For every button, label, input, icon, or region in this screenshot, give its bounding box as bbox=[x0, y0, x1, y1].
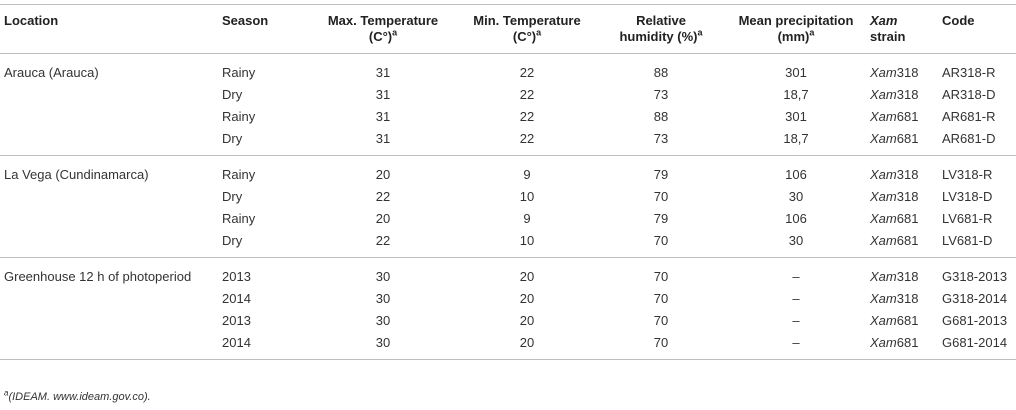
header-mean-precipitation: Mean precipitation (mm)$^a$ bbox=[738, 13, 854, 44]
cell-season: Dry bbox=[222, 87, 243, 102]
cell-max-temp: 22 bbox=[375, 233, 391, 248]
cell-strain: Xam318 bbox=[870, 269, 919, 284]
cell-max-temp: 31 bbox=[375, 109, 391, 124]
cell-code: G318-2013 bbox=[942, 269, 1008, 284]
table-row bbox=[0, 186, 1016, 208]
cell-max-temp: 31 bbox=[375, 65, 391, 80]
cell-precipitation: 18,7 bbox=[783, 131, 809, 146]
cell-code: G681-2013 bbox=[942, 313, 1008, 328]
cell-code: LV318-R bbox=[942, 167, 993, 182]
cell-precipitation: 18,7 bbox=[783, 87, 809, 102]
cell-location: Arauca (Arauca) bbox=[4, 65, 99, 80]
cell-strain: Xam318 bbox=[870, 65, 919, 80]
cell-season: Rainy bbox=[222, 65, 256, 80]
cell-location bbox=[0, 310, 218, 332]
header-season: Season bbox=[222, 13, 269, 28]
cell-location: Greenhouse 12 h of photoperiod bbox=[4, 269, 192, 284]
table-row bbox=[0, 332, 1016, 360]
cell-humidity: 70 bbox=[653, 189, 669, 204]
cell-code: AR318-D bbox=[942, 87, 996, 102]
cell-min-temp: 9 bbox=[523, 211, 531, 226]
table-row bbox=[0, 230, 1016, 258]
cell-humidity: 79 bbox=[653, 211, 669, 226]
header-code: Code bbox=[942, 13, 975, 28]
cell-precipitation: – bbox=[792, 335, 800, 350]
footnote-mark: a bbox=[4, 388, 9, 398]
cell-min-temp: 10 bbox=[519, 233, 535, 248]
table-row bbox=[0, 310, 1016, 332]
table-row bbox=[0, 156, 1016, 187]
header-relative-humidity: Relative humidity (%)$^a$ bbox=[619, 13, 703, 44]
footnote-text: (IDEAM. www.ideam.gov.co). bbox=[8, 391, 151, 403]
header-max-temperature: Max. Temperature $(C^\circ)^a$ bbox=[327, 13, 439, 44]
cell-min-temp: 9 bbox=[523, 167, 531, 182]
cell-strain: Xam318 bbox=[870, 167, 919, 182]
cell-min-temp: 20 bbox=[519, 291, 535, 306]
table-row bbox=[0, 106, 1016, 128]
header-row bbox=[0, 5, 1016, 54]
cell-precipitation: 301 bbox=[785, 109, 807, 124]
cell-location: La Vega (Cundinamarca) bbox=[4, 167, 149, 182]
cell-max-temp: 30 bbox=[375, 335, 391, 350]
header-location: Location bbox=[4, 13, 59, 28]
cell-location bbox=[0, 128, 218, 156]
cell-humidity: 88 bbox=[653, 65, 669, 80]
cell-min-temp: 10 bbox=[519, 189, 535, 204]
table-row bbox=[0, 288, 1016, 310]
table-row bbox=[0, 128, 1016, 156]
cell-season: Rainy bbox=[222, 109, 256, 124]
header-min-temperature: Min. Temperature $(C^\circ)^a$ bbox=[473, 13, 581, 44]
climate-conditions-table bbox=[0, 4, 1016, 360]
cell-precipitation: – bbox=[792, 313, 800, 328]
cell-location bbox=[0, 186, 218, 208]
cell-humidity: 73 bbox=[653, 131, 669, 146]
cell-humidity: 88 bbox=[653, 109, 669, 124]
cell-strain: Xam681 bbox=[870, 211, 919, 226]
cell-max-temp: 30 bbox=[375, 291, 391, 306]
cell-strain: Xam681 bbox=[870, 335, 919, 350]
cell-precipitation: – bbox=[792, 269, 800, 284]
cell-season: 2014 bbox=[222, 291, 251, 306]
cell-precipitation: 30 bbox=[788, 233, 804, 248]
cell-season: 2013 bbox=[222, 269, 251, 284]
cell-precipitation: 301 bbox=[785, 65, 807, 80]
cell-min-temp: 20 bbox=[519, 335, 535, 350]
cell-season: Dry bbox=[222, 189, 243, 204]
cell-precipitation: 30 bbox=[788, 189, 804, 204]
cell-humidity: 70 bbox=[653, 291, 669, 306]
cell-min-temp: 22 bbox=[519, 87, 535, 102]
cell-humidity: 73 bbox=[653, 87, 669, 102]
cell-strain: Xam681 bbox=[870, 109, 919, 124]
cell-precipitation: 106 bbox=[785, 167, 807, 182]
cell-humidity: 70 bbox=[653, 269, 669, 284]
cell-max-temp: 20 bbox=[375, 167, 391, 182]
cell-code: LV681-R bbox=[942, 211, 993, 226]
header-xam-strain: Xam strain bbox=[870, 13, 906, 44]
cell-season: Dry bbox=[222, 233, 243, 248]
cell-location bbox=[0, 208, 218, 230]
table-row bbox=[0, 208, 1016, 230]
cell-strain: Xam681 bbox=[870, 131, 919, 146]
cell-max-temp: 30 bbox=[375, 269, 391, 284]
cell-humidity: 70 bbox=[653, 313, 669, 328]
cell-location bbox=[0, 106, 218, 128]
cell-strain: Xam681 bbox=[870, 233, 919, 248]
cell-location bbox=[0, 288, 218, 310]
cell-strain: Xam318 bbox=[870, 87, 919, 102]
cell-code: AR681-R bbox=[942, 109, 996, 124]
cell-humidity: 70 bbox=[653, 335, 669, 350]
cell-strain: Xam681 bbox=[870, 313, 919, 328]
cell-min-temp: 22 bbox=[519, 65, 535, 80]
cell-precipitation: – bbox=[792, 291, 800, 306]
cell-min-temp: 22 bbox=[519, 109, 535, 124]
table-row bbox=[0, 258, 1016, 289]
cell-min-temp: 20 bbox=[519, 269, 535, 284]
cell-max-temp: 20 bbox=[375, 211, 391, 226]
cell-max-temp: 31 bbox=[375, 131, 391, 146]
table-footnote bbox=[4, 388, 151, 403]
table-row bbox=[0, 54, 1016, 85]
cell-precipitation: 106 bbox=[785, 211, 807, 226]
cell-humidity: 79 bbox=[653, 167, 669, 182]
cell-season: 2013 bbox=[222, 313, 251, 328]
cell-min-temp: 22 bbox=[519, 131, 535, 146]
cell-season: 2014 bbox=[222, 335, 251, 350]
cell-code: LV318-D bbox=[942, 189, 993, 204]
cell-max-temp: 31 bbox=[375, 87, 391, 102]
cell-code: AR318-R bbox=[942, 65, 996, 80]
cell-strain: Xam318 bbox=[870, 291, 919, 306]
cell-code: LV681-D bbox=[942, 233, 993, 248]
cell-location bbox=[0, 84, 218, 106]
cell-max-temp: 30 bbox=[375, 313, 391, 328]
cell-code: G681-2014 bbox=[942, 335, 1008, 350]
cell-strain: Xam318 bbox=[870, 189, 919, 204]
climate-table-container bbox=[0, 4, 1016, 360]
cell-humidity: 70 bbox=[653, 233, 669, 248]
cell-max-temp: 22 bbox=[375, 189, 391, 204]
cell-code: G318-2014 bbox=[942, 291, 1008, 306]
cell-season: Dry bbox=[222, 131, 243, 146]
cell-min-temp: 20 bbox=[519, 313, 535, 328]
cell-season: Rainy bbox=[222, 167, 256, 182]
cell-code: AR681-D bbox=[942, 131, 996, 146]
cell-location bbox=[0, 230, 218, 258]
table-row bbox=[0, 84, 1016, 106]
cell-season: Rainy bbox=[222, 211, 256, 226]
cell-location bbox=[0, 332, 218, 360]
